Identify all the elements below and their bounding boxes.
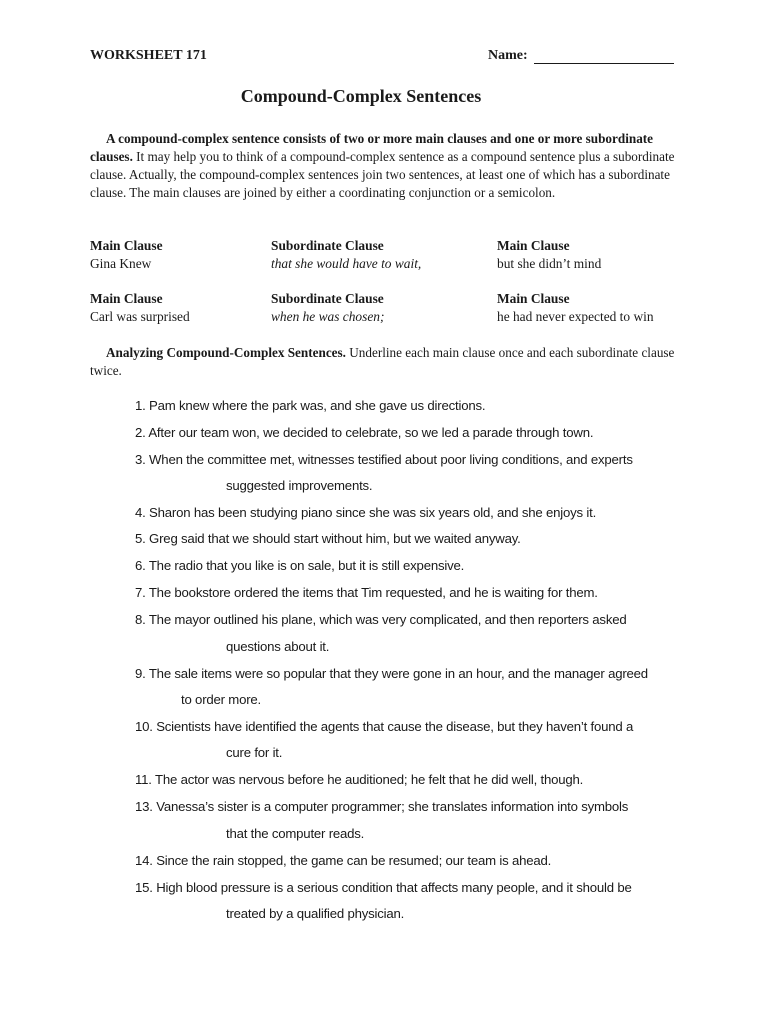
list-item-continuation: questions about it.	[226, 639, 330, 654]
list-item: 8. The mayor outlined his plane, which was very complicated, and then reporters asked	[135, 612, 627, 627]
list-item: 9. The sale items were so popular that they were gone in an hour, and the manager agreed	[135, 666, 648, 681]
list-item: 4. Sharon has been studying piano since she was six years old, and she enjoys it.	[135, 505, 597, 520]
list-item-continuation: suggested improvements.	[226, 478, 373, 493]
intro-paragraph	[90, 130, 680, 202]
intro-lead: A compound-complex sentence consists of two or more main clauses and one or more subordinate clauses.	[90, 131, 654, 164]
example-heading: Subordinate Clause	[271, 238, 384, 253]
name-label: Name:	[488, 48, 528, 63]
instructions-paragraph	[90, 344, 680, 380]
list-item: 5. Greg said that we should start without him, but we waited anyway.	[135, 531, 521, 546]
list-item: 10. Scientists have identified the agents that cause the disease, but they haven’t found a	[135, 719, 634, 734]
intro-body: It may help you to think of a compound-complex sentence as a compound sentence plus a subordinate clause. Actually, the compound-complex sentences join two sentences, at least one of which has a subordinate clause. The main clauses are joined by either a coordinating conjunction or a semicolon.	[90, 149, 675, 200]
example-text: when he was chosen;	[271, 309, 385, 324]
instructions-body: Underline each main clause once and each subordinate clause twice.	[90, 345, 675, 378]
list-item-continuation: cure for it.	[226, 745, 283, 760]
list-item: 11. The actor was nervous before he auditioned; he felt that he did well, though.	[135, 772, 584, 787]
list-item: 14. Since the rain stopped, the game can be resumed; our team is ahead.	[135, 853, 552, 868]
instructions-lead: Analyzing Compound-Complex Sentences.	[106, 345, 346, 360]
list-item: 2. After our team won, we decided to celebrate, so we led a parade through town.	[135, 425, 594, 440]
example-text: Carl was surprised	[90, 309, 190, 324]
example-text: but she didn’t mind	[497, 256, 602, 271]
example-text: he had never expected to win	[497, 309, 654, 324]
example-heading: Main Clause	[497, 291, 570, 306]
example-heading: Main Clause	[90, 291, 163, 306]
example-text: Gina Knew	[90, 256, 152, 271]
list-item: 13. Vanessa’s sister is a computer programmer; she translates information into symbols	[135, 799, 629, 814]
page-title: Compound-Complex Sentences	[240, 86, 482, 106]
worksheet-number: WORKSHEET 171	[90, 48, 207, 63]
name-field	[488, 48, 674, 64]
name-blank-line	[534, 49, 674, 64]
list-item: 3. When the committee met, witnesses testified about poor living conditions, and experts	[135, 452, 633, 467]
example-heading: Main Clause	[497, 238, 570, 253]
list-item: 1. Pam knew where the park was, and she gave us directions.	[135, 398, 486, 413]
example-heading: Main Clause	[90, 238, 163, 253]
list-item: 6. The radio that you like is on sale, but it is still expensive.	[135, 558, 465, 573]
list-item-continuation: treated by a qualified physician.	[226, 906, 405, 921]
list-item: 7. The bookstore ordered the items that Tim requested, and he is waiting for them.	[135, 585, 598, 600]
example-text: that she would have to wait,	[271, 256, 422, 271]
example-heading: Subordinate Clause	[271, 291, 384, 306]
list-item-continuation: to order more.	[181, 692, 262, 707]
list-item-continuation: that the computer reads.	[226, 826, 365, 841]
list-item: 15. High blood pressure is a serious condition that affects many people, and it should be	[135, 880, 632, 895]
